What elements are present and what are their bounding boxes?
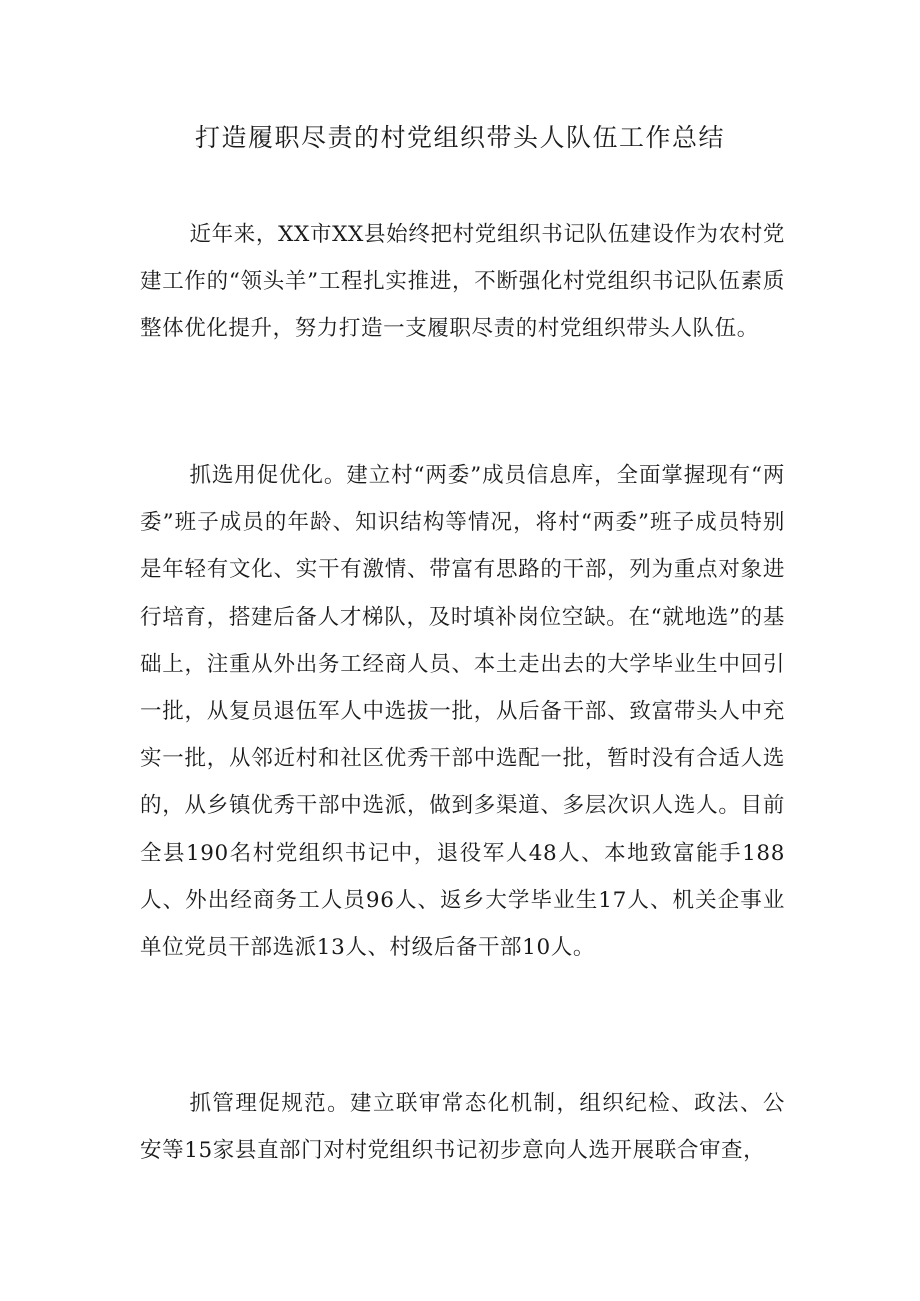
document-title: 打造履职尽责的村党组织带头人队伍工作总结 [194,123,725,152]
paragraph-selection: 抓选用促优化。建立村“两委”成员信息库，全面掌握现有“两委”班子成员的年龄、知识结构等情况，将村“两委”班子成员特别是年轻有文化、实干有激情、带富有思路的干部，列为重点对象进行培育，搭建后备人才梯队，及时填补岗位空缺。在“就地选”的基础上，注重从外出务工经商人员、本土走出去的大学毕业生中回引一批，从复员退伍军人中选拔一批，从后备干部、致富带头人中充实一批，从邻近村和社区优秀干部中选配一批，暂时没有合适人选的，从乡镇优秀干部中选派，做到多渠道、多层次识人选人。目前全县190名村党组织书记中，退役军人48人、本地致富能手188人、外出经商务工人员96人、返乡大学毕业生17人、机关企事业单位党员干部选派13人、村级后备干部10人。 [140,463,785,961]
paragraph-management: 抓管理促规范。建立联审常态化机制，组织纪检、政法、公安等15家县直部门对村党组织书记初步意向人选开展联合审查， [140,1091,785,1164]
paragraph-intro: 近年来，XX市XX县始终把村党组织书记队伍建设作为农村党建工作的“领头羊”工程扎实推进，不断强化村党组织书记队伍素质整体优化提升，努力打造一支履职尽责的村党组织带头人队伍。 [140,222,785,342]
